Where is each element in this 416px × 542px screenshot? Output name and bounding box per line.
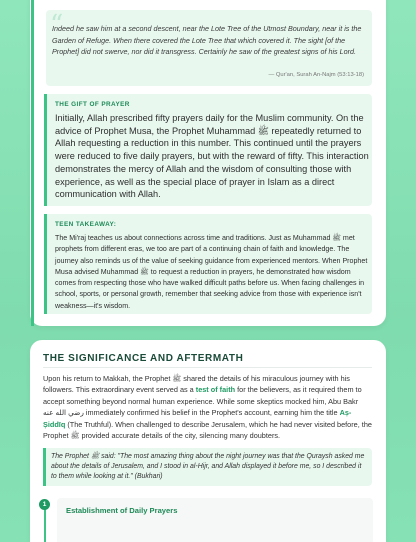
teen-takeaway-block [44,214,372,314]
gift-of-prayer-label: THE GIFT OF PRAYER [55,101,130,108]
highlight-as-siddiq[interactable]: Aṣ-Ṣiddīq [43,408,352,429]
hadith-quote-block [43,448,372,486]
highlight-test-of-faith[interactable]: test of faith [195,385,236,395]
quote-mark-icon: “ [50,10,64,40]
gift-of-prayer-block [44,94,372,206]
gift-of-prayer-text: Initially, Allah prescribed fifty prayers daily for the Muslim community. On the advice of Prophet Musa, the Prophet Muhammad ﷺ repeatedly returned to Allah requesting a reduction in this number. This continued until the prayers were reduced to five daily prayers, but with the reward of fifty. This interaction demonstrates the mercy of Allah and the wisdom of consulting those with experience, as well as the special place of prayer in Islam as a direct communication with Allah. [55,113,369,200]
paragraph-text-3: (The Truthful). When challenged to describe Jerusalem, which he had never visited before, the Prophet ﷺ provided accurate details of the city, silencing many doubters. [43,419,372,441]
timeline-item-title: Establishment of Daily Prayers [66,506,178,515]
quran-quote-block [46,10,372,86]
timeline-line [44,508,46,542]
timeline-step-badge: 1 [39,499,50,510]
paragraph-text-2: for the believers, as it required them to accept something beyond normal human experience. While some skeptics mocked him, Abu Bakr رضي الله عنه immediately confirmed his belief in the Prophet's account, earning him the title [43,385,362,418]
quote-text: Indeed he saw him at a second descent, near the Lote Tree of the Utmost Boundary, near it is the Garden of Refuge. When there covered the Lote Tree that which covered it. The sight [of the Prophet] did not swerve, nor did it transgress. Certainly he saw of the greatest signs of his Lord. [52,24,362,57]
paragraph-text-1: Upon his return to Makkah, the Prophet ﷺ shared the details of his miraculous journey with his followers. This extraordinary event served as a [43,374,350,395]
card-accent-bar [31,0,34,326]
section-divider [43,367,372,368]
timeline-item[interactable] [57,498,373,542]
quote-citation: — Qur'an, Surah An-Najm (53:13-18) [268,72,364,78]
hadith-text: The Prophet ﷺ said: "The most amazing thing about the night journey was that the Quraysh asked me about the details of Jerusalem, and I stood in al-Hijr, and Allah displayed it before me, so I described it to them while looking at it." (Bukhari) [51,453,365,481]
section-paragraph [43,373,373,441]
teen-takeaway-label: TEEN TAKEAWAY: [55,221,117,228]
teen-takeaway-text: The Mi'raj teaches us about connections across time and traditions. Just as Muhammad ﷺ met prophets from different eras, we too are part of a continuing chain of faith and knowledge. The journey also reminds us of the value of seeking guidance from experienced mentors. When Prophet Musa advised Muhammad ﷺ to request a reduction in prayers, he demonstrated how wisdom comes from respecting those who have walked difficult paths before us. When facing challenges in school, sports, or personal growth, remember that seeking advice from those with experience isn't weakness—it's wisdom. [55,234,368,310]
section-title: THE SIGNIFICANCE AND AFTERMATH [43,353,244,364]
